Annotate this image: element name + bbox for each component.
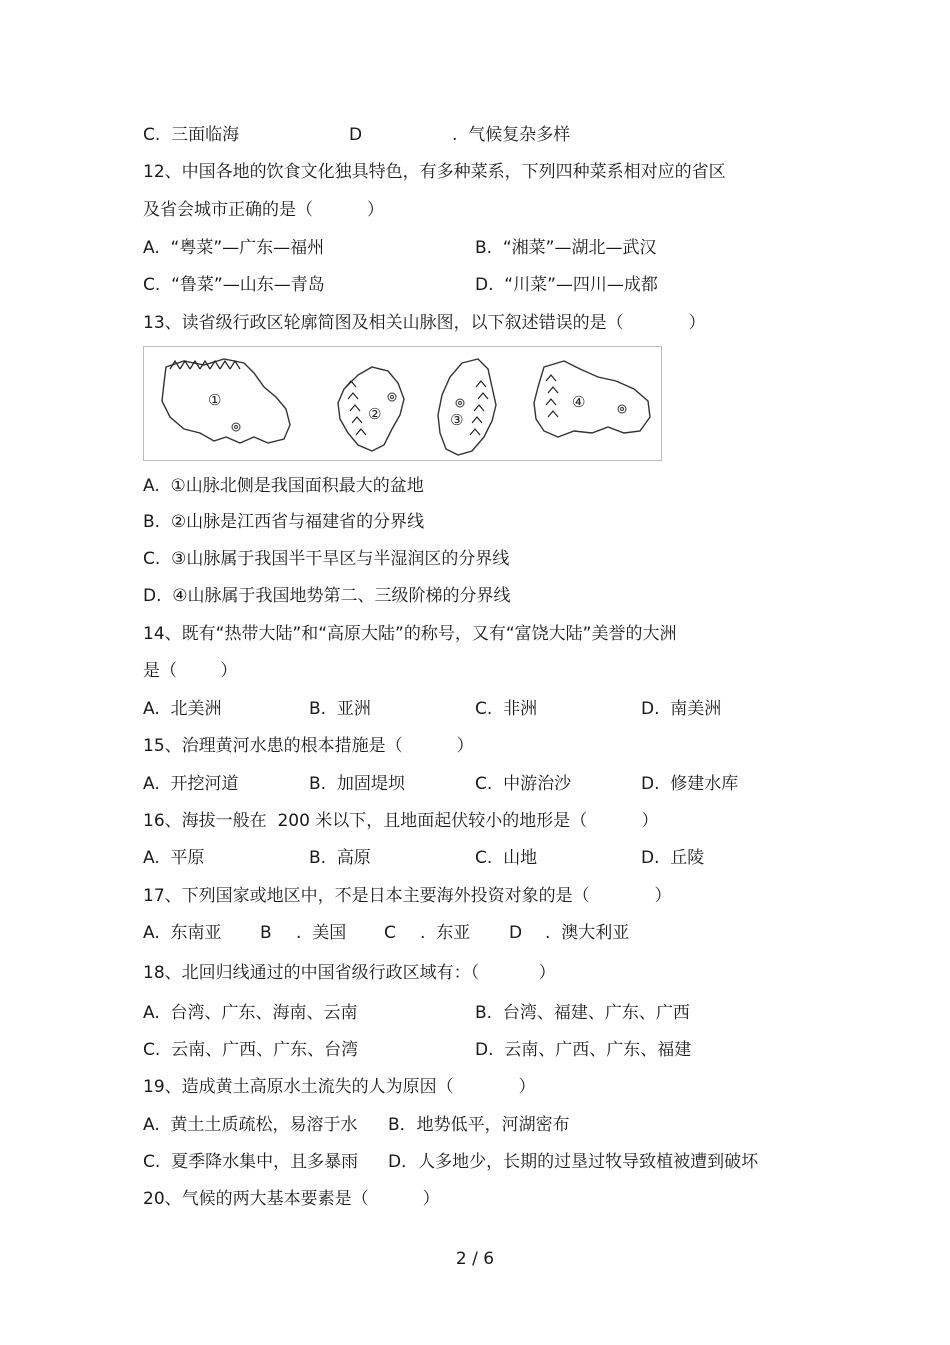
q19-option-a: A. 黄土土质疏松，易溶于水 [143,1115,358,1135]
q12-option-a: A. “粤菜”—广东—福州 [143,238,325,258]
q14-option-c: C. 非洲 [475,699,538,719]
q19-stem: 19、造成黄土高原水土流失的人为原因（ ） [143,1077,536,1097]
q17-option-d-text: . 澳大利亚 [545,923,630,943]
q18-stem: 18、北回归线通过的中国省级行政区域有：（ ） [143,963,556,983]
q19-option-b: B．地势低平，河湖密布 [388,1115,570,1135]
q11-option-d-letter: D [349,125,363,145]
q16-option-c: C. 山地 [475,848,538,868]
q13-stem: 13、读省级行政区轮廓简图及相关山脉图，以下叙述错误的是（ ） [143,313,706,333]
q11-option-c: C. 三面临海 [143,125,240,145]
province-3-label: ③ [450,411,464,429]
q12-option-c: C. “鲁菜”—山东—青岛 [143,275,325,295]
q13-option-a: A. ①山脉北侧是我国面积最大的盆地 [143,476,424,496]
q17-option-a: A. 东南亚 [143,923,222,943]
q14-stem-line2: 是（ ） [143,661,238,681]
q12-stem-line2: 及省会城市正确的是（ ） [143,200,385,220]
q17-option-b-text: . 美国 [296,923,347,943]
q14-stem-line1: 14、既有“热带大陆”和“高原大陆”的称号，又有“富饶大陆”美誉的大洲 [143,624,677,644]
q15-option-d: D. 修建水库 [641,774,739,794]
q16-option-d: D. 丘陵 [641,848,705,868]
q20-stem: 20、气候的两大基本要素是（ ） [143,1189,440,1209]
q15-option-a: A. 开挖河道 [143,774,239,794]
q17-stem: 17、下列国家或地区中，不是日本主要海外投资对象的是（ ） [143,886,672,906]
q18-option-a: A. 台湾、广东、海南、云南 [143,1003,358,1023]
q16-stem: 16、海拔一般在 200 米以下，且地面起伏较小的地形是（ ） [143,811,659,831]
page-indicator: 2 / 6 [455,1249,495,1269]
province-1-outline [162,359,290,443]
q12-option-d: D. “川菜”—四川—成都 [475,275,658,295]
province-outline-map [144,347,661,460]
province-2-label: ② [368,405,382,423]
q17-option-d-letter: D [509,923,523,943]
q11-option-d-text: . 气候复杂多样 [452,125,571,145]
q14-option-b: B. 亚洲 [309,699,371,719]
q16-option-a: A. 平原 [143,848,205,868]
q16-option-b: B. 高原 [309,848,371,868]
q17-option-b-letter: B [260,923,272,943]
q12-stem-line1: 12、中国各地的饮食文化独具特色，有多种菜系，下列四种菜系相对应的省区 [143,162,726,182]
q15-option-c: C. 中游治沙 [475,774,572,794]
q14-option-d: D. 南美洲 [641,699,722,719]
province-4-label: ④ [572,393,586,411]
q12-option-b: B. “湘菜”—湖北—武汉 [475,238,657,258]
q19-option-d: D．人多地少，长期的过垦过牧导致植被遭到破坏 [388,1152,759,1172]
q13-option-c: C. ③山脉属于我国半干旱区与半湿润区的分界线 [143,549,510,569]
q15-stem: 15、治理黄河水患的根本措施是（ ） [143,736,474,756]
q17-option-c-text: . 东亚 [420,923,471,943]
q18-option-c: C. 云南、广西、广东、台湾 [143,1040,359,1060]
province-3-outline [438,359,496,455]
q15-option-b: B. 加固堤坝 [309,774,405,794]
province-1-label: ① [208,391,222,409]
q13-option-d: D. ④山脉属于我国地势第二、三级阶梯的分界线 [143,586,511,606]
capital-city-markers [232,393,626,431]
q17-option-c-letter: C [384,923,396,943]
q14-option-a: A. 北美洲 [143,699,222,719]
q13-option-b: B. ②山脉是江西省与福建省的分界线 [143,512,425,532]
q18-option-b: B. 台湾、福建、广东、广西 [475,1003,690,1023]
q18-option-d: D. 云南、广西、广东、福建 [475,1040,692,1060]
province-outline-figure [143,346,662,461]
q19-option-c: C. 夏季降水集中，且多暴雨 [143,1152,359,1172]
